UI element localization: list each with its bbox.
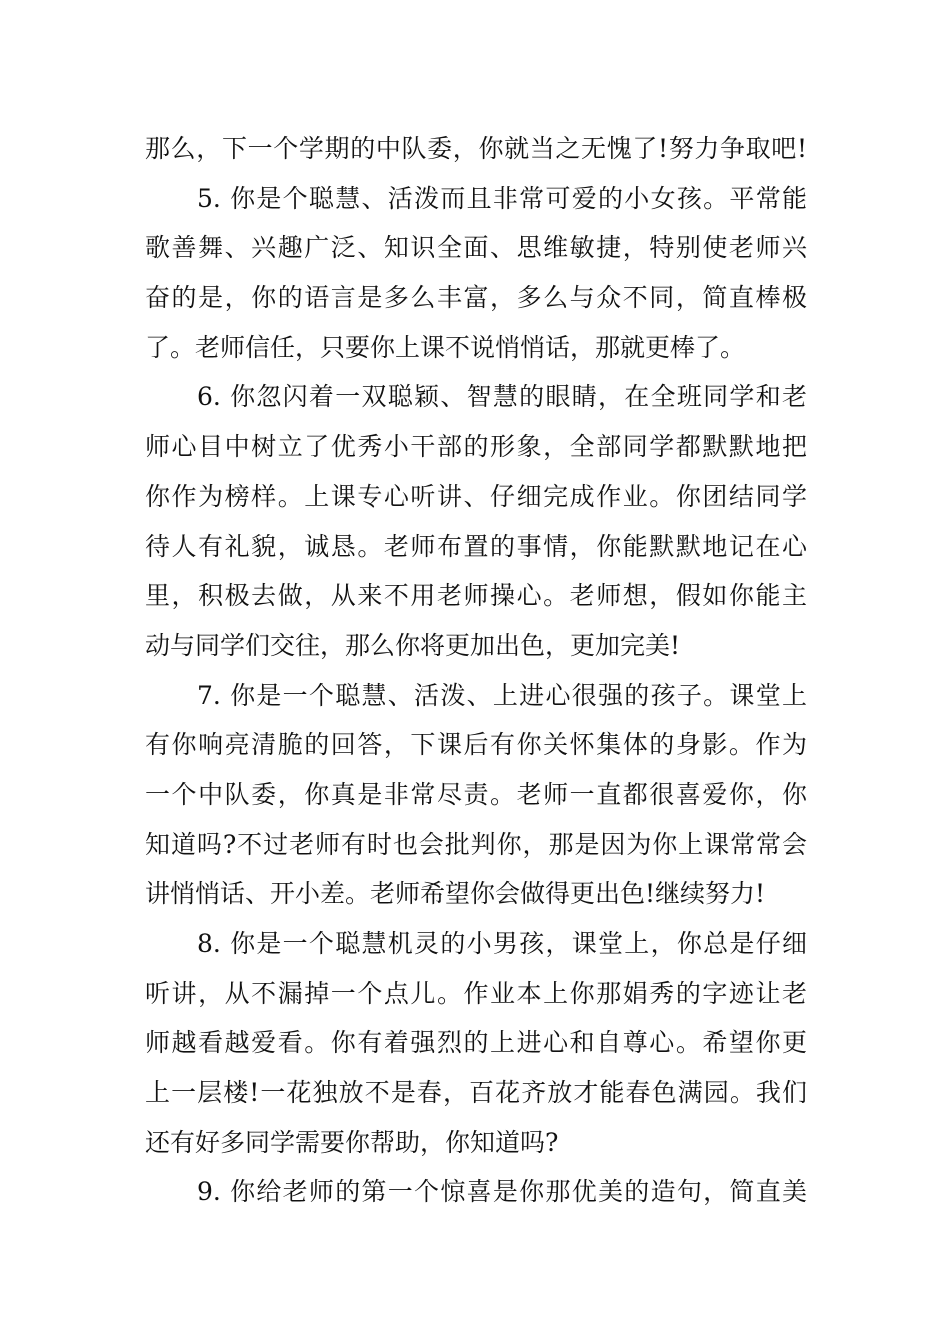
text-line: 上一层楼!一花独放不是春，百花齐放才能春色满园。我们 [145,1078,807,1108]
paragraph-start-line: 5. 你是个聪慧、活泼而且非常可爱的小女孩。平常能 [197,183,807,213]
text-line: 那么，下一个学期的中队委，你就当之无愧了!努力争取吧! [145,134,807,163]
paragraph-start-line: 9. 你给老师的第一个惊喜是你那优美的造句，简直美 [197,1177,807,1207]
text-line: 师越看越爱看。你有着强烈的上进心和自尊心。希望你更 [145,1028,807,1058]
text-line: 讲悄悄话、开小差。老师希望你会做得更出色!继续努力! [145,879,766,909]
text-line: 奋的是，你的语言是多么丰富，多么与众不同，简直棒极 [145,283,807,313]
text-line: 还有好多同学需要你帮助，你知道吗? [145,1127,559,1157]
paragraph-start-line: 7. 你是一个聪慧、活泼、上进心很强的孩子。课堂上 [197,680,807,710]
text-line: 歌善舞、兴趣广泛、知识全面、思维敏捷，特别使老师兴 [145,233,807,263]
text-line: 知道吗?不过老师有时也会批判你，那是因为你上课常常会 [145,829,807,859]
paragraph-start-line: 6. 你忽闪着一双聪颖、智慧的眼睛，在全班同学和老 [197,382,807,412]
text-line: 了。老师信任，只要你上课不说悄悄话，那就更棒了。 [145,332,746,362]
text-line: 听讲，从不漏掉一个点儿。作业本上你那娟秀的字迹让老 [145,978,807,1008]
paragraph-start-line: 8. 你是一个聪慧机灵的小男孩，课堂上，你总是仔细 [197,929,807,958]
document-body [145,124,807,1217]
text-line: 你作为榜样。上课专心听讲、仔细完成作业。你团结同学 [145,481,807,511]
text-line: 待人有礼貌，诚恳。老师布置的事情，你能默默地记在心 [145,531,807,561]
text-line: 动与同学们交往，那么你将更加出色，更加完美! [145,630,681,660]
text-line: 师心目中树立了优秀小干部的形象，全部同学都默默地把 [145,432,807,462]
text-line: 里，积极去做，从来不用老师操心。老师想，假如你能主 [145,581,807,611]
text-line: 有你响亮清脆的回答，下课后有你关怀集体的身影。作为 [145,730,807,760]
text-line: 一个中队委，你真是非常尽责。老师一直都很喜爱你，你 [145,779,807,809]
